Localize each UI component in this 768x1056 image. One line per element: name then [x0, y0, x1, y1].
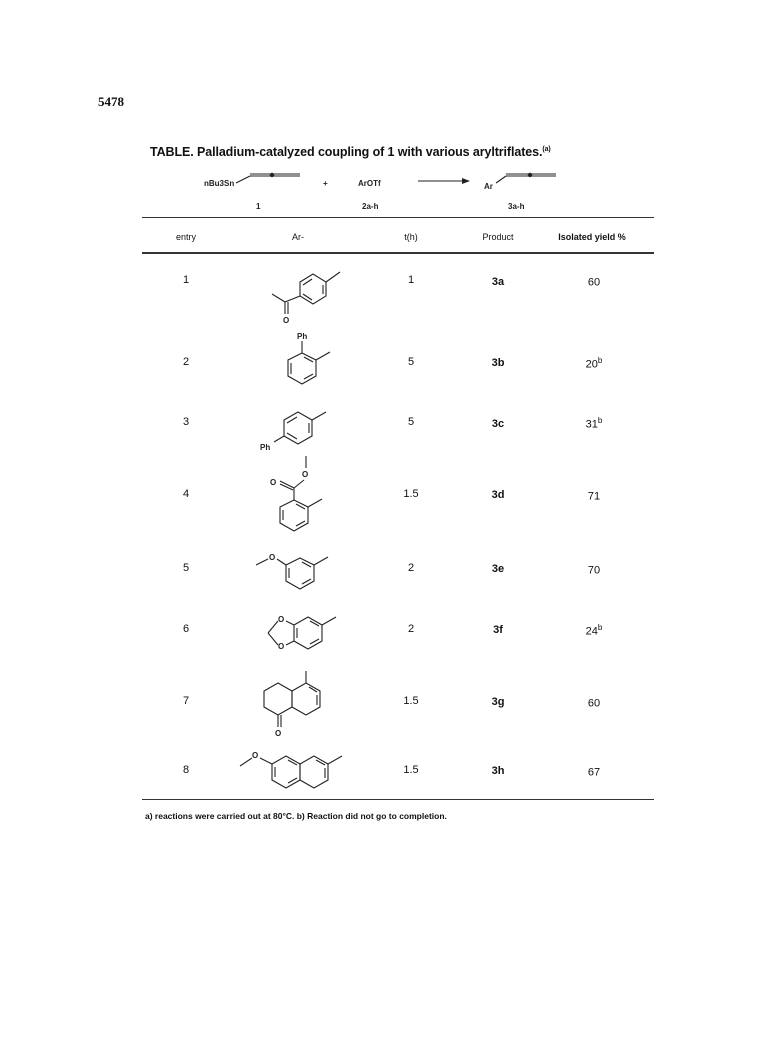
yield-footnote: b: [597, 416, 603, 425]
header-time: t(h): [404, 232, 418, 242]
header-product: Product: [482, 232, 514, 242]
structure-4-acetylphenyl: [240, 262, 360, 332]
yield-footnote: b: [597, 623, 603, 632]
structure-methoxynaphthyl: [230, 742, 370, 792]
entry-cell: 7: [182, 695, 190, 707]
structure-methoxycarbonylphenyl: [240, 452, 360, 538]
caption-footnote-mark: (a): [542, 145, 551, 153]
product-cell: 3c: [491, 418, 505, 430]
yield-value: 70: [587, 564, 601, 577]
plus-sign: +: [323, 179, 328, 188]
entry-cell: 8: [182, 764, 190, 776]
reaction-arrowhead: [462, 178, 470, 184]
entry-cell: 3: [182, 416, 190, 428]
page-number: 5478: [98, 94, 124, 109]
allene-center-dot: [270, 173, 274, 177]
product-cell: 3d: [491, 489, 505, 501]
yield-cell: [586, 356, 603, 371]
entry-cell: 4: [182, 488, 190, 500]
product-id: 3a-h: [508, 202, 525, 211]
atom-label: Ph: [297, 332, 308, 341]
time-cell: 5: [407, 416, 415, 428]
yield-cell: [588, 764, 600, 779]
yield-footnote: b: [597, 356, 603, 365]
yield-value: 24: [585, 625, 598, 638]
yield-cell: [588, 562, 600, 577]
product-cell: 3h: [491, 765, 505, 777]
yield-value: 60: [587, 697, 601, 710]
atom-label: O: [270, 478, 277, 487]
yield-cell: [586, 623, 603, 638]
reaction-scheme: [0, 0, 768, 230]
header-entry: entry: [175, 232, 197, 242]
time-cell: 1.5: [403, 488, 419, 500]
structure-tetralone: [240, 665, 360, 745]
entry-cell: 2: [182, 356, 190, 368]
entry-cell: 6: [182, 623, 190, 635]
yield-cell: [588, 274, 600, 289]
product-cell: 3e: [491, 563, 505, 575]
time-cell: 1.5: [403, 695, 419, 707]
table-bottom-rule: [142, 799, 654, 800]
entry-cell: 5: [182, 562, 190, 574]
atom-label: O: [278, 615, 285, 624]
header-yield: Isolated yield %: [558, 232, 626, 242]
yield-cell: [586, 416, 603, 431]
yield-value: 60: [587, 276, 601, 289]
atom-label: Ph: [260, 443, 271, 452]
product-cell: 3b: [491, 357, 505, 369]
structure-benzodioxolyl: [240, 605, 360, 661]
product-cell: 3g: [491, 696, 505, 708]
product-bond: [496, 176, 506, 183]
yield-value: 67: [587, 766, 601, 779]
time-cell: 1.5: [403, 764, 419, 776]
table-footnote: a) reactions were carried out at 80°C. b) Reaction did not go to completion.: [145, 811, 447, 821]
structure-biphenyl-4-yl: [240, 400, 360, 460]
entry-cell: 1: [182, 274, 190, 286]
yield-value: 20: [585, 358, 598, 371]
product-cell: 3a: [491, 276, 505, 288]
atom-label: O: [278, 642, 285, 651]
yield-value: 31: [585, 418, 598, 431]
reagent1-id: 1: [256, 202, 261, 211]
atom-label: O: [302, 470, 309, 479]
header-ar: Ar-: [292, 232, 304, 242]
reagent1-label: nBu3Sn: [204, 179, 235, 188]
yield-value: 71: [587, 490, 601, 503]
caption-text: TABLE. Palladium-catalyzed coupling of 1 with various aryltriflates.: [150, 145, 543, 159]
atom-label: O: [252, 751, 259, 760]
time-cell: 2: [407, 623, 415, 635]
time-cell: 1: [407, 274, 415, 286]
time-cell: 5: [407, 356, 415, 368]
atom-label: O: [283, 316, 290, 325]
atom-label: O: [275, 729, 282, 738]
product-label: Ar: [484, 182, 493, 191]
yield-cell: [588, 695, 600, 710]
product-cell: 3f: [493, 624, 503, 636]
yield-cell: [588, 488, 600, 503]
reagent2-id: 2a-h: [362, 202, 379, 211]
reagent1-bond: [236, 176, 250, 183]
table-top-rule: [142, 217, 654, 218]
structure-biphenyl-2-yl: [240, 328, 360, 398]
header-bottom-rule: [142, 252, 654, 254]
structure-3-methoxyphenyl: [240, 545, 360, 601]
reagent2-label: ArOTf: [358, 179, 381, 188]
product-allene-dot: [528, 173, 532, 177]
atom-label: O: [269, 553, 276, 562]
time-cell: 2: [407, 562, 415, 574]
